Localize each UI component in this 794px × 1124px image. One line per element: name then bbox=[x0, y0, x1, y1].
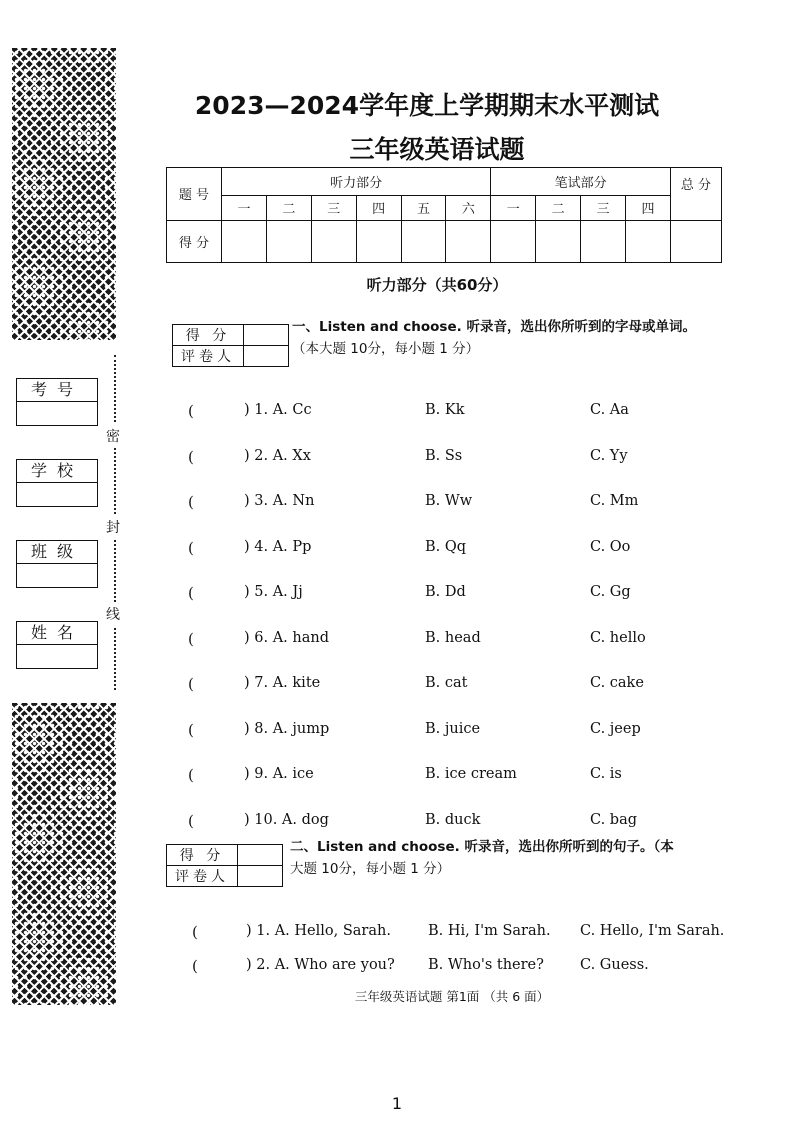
score-label: 得 分 bbox=[173, 325, 244, 346]
grader-label: 评卷人 bbox=[173, 346, 244, 367]
part-number: 三 bbox=[311, 196, 356, 220]
part-number: 一 bbox=[491, 196, 536, 220]
option-b: B. cat bbox=[425, 675, 468, 691]
option-b: B. Hi, I'm Sarah. bbox=[428, 923, 551, 939]
score-value bbox=[244, 325, 289, 346]
field-label: 学校 bbox=[17, 460, 97, 483]
option-b: B. head bbox=[425, 629, 481, 646]
option-c: C. Guess. bbox=[580, 957, 649, 973]
writing-header: 笔试部分 bbox=[491, 168, 671, 196]
answer-paren[interactable]: ( bbox=[188, 584, 194, 602]
grader-box-part1 bbox=[172, 324, 289, 367]
listening-section-title: 听力部分（共60分） bbox=[366, 276, 508, 294]
name-box bbox=[16, 621, 98, 669]
answer-paren[interactable]: ( bbox=[188, 402, 194, 420]
option-a: ) 2. A. Who are you? bbox=[246, 957, 395, 973]
option-b: B. Dd bbox=[425, 584, 466, 600]
part-number: 二 bbox=[266, 196, 311, 220]
field-label: 姓名 bbox=[17, 622, 97, 645]
exam-number-box bbox=[16, 378, 98, 426]
score-cell bbox=[311, 220, 356, 262]
option-a: ) 10. A. dog bbox=[244, 811, 329, 828]
part2-instruction bbox=[290, 836, 750, 880]
answer-paren[interactable]: ( bbox=[188, 493, 194, 511]
seal-char: 封 bbox=[106, 515, 120, 539]
answer-paren[interactable]: ( bbox=[188, 811, 194, 830]
option-a: ) 3. A. Nn bbox=[244, 493, 315, 509]
option-c: C. Gg bbox=[590, 584, 631, 600]
option-b: B. juice bbox=[425, 720, 481, 737]
option-c: C. Aa bbox=[590, 402, 629, 418]
page-number: 1 bbox=[391, 1094, 403, 1113]
option-a: ) 9. A. ice bbox=[244, 766, 314, 782]
option-c: C. Mm bbox=[590, 493, 639, 509]
instruction-line: 大题 10分，每小题 1 分） bbox=[290, 861, 451, 877]
score-table bbox=[166, 167, 722, 263]
answer-paren[interactable]: ( bbox=[192, 923, 198, 941]
option-a: ) 8. A. jump bbox=[244, 720, 330, 737]
option-a: ) 1. A. Hello, Sarah. bbox=[246, 923, 391, 939]
option-b: B. duck bbox=[425, 811, 481, 828]
instruction-line: （本大题 10分，每小题 1 分） bbox=[292, 341, 480, 357]
decorative-pattern-bottom bbox=[12, 703, 116, 1005]
grader-box-part2 bbox=[166, 844, 283, 887]
option-b: B. Kk bbox=[425, 402, 465, 418]
part-number: 六 bbox=[446, 196, 491, 220]
answer-paren[interactable]: ( bbox=[188, 766, 194, 784]
field-label: 班级 bbox=[17, 541, 97, 564]
option-b: B. Who's there? bbox=[428, 957, 544, 973]
listening-header: 听力部分 bbox=[222, 168, 491, 196]
option-c: C. Yy bbox=[590, 447, 628, 464]
answer-paren[interactable]: ( bbox=[192, 957, 198, 975]
part-number: 四 bbox=[356, 196, 401, 220]
score-cell bbox=[536, 220, 581, 262]
instruction-line: 一、Listen and choose. 听录音，选出你所听到的字母或单词。 bbox=[292, 319, 696, 335]
seal-char: 密 bbox=[106, 424, 120, 448]
option-b: B. ice cream bbox=[425, 766, 517, 782]
school-box bbox=[16, 459, 98, 507]
row-label-question: 题 号 bbox=[167, 168, 222, 221]
option-b: B. Qq bbox=[425, 538, 467, 555]
part-number: 二 bbox=[536, 196, 581, 220]
answer-paren[interactable]: ( bbox=[188, 720, 194, 739]
option-c: C. hello bbox=[590, 629, 646, 646]
total-header: 总 分 bbox=[671, 168, 722, 221]
score-cell bbox=[626, 220, 671, 262]
score-cell bbox=[222, 220, 267, 262]
part-number: 一 bbox=[222, 196, 267, 220]
option-a: ) 7. A. kite bbox=[244, 675, 321, 691]
option-c: C. bag bbox=[590, 811, 638, 828]
score-value bbox=[238, 845, 283, 866]
score-cell bbox=[356, 220, 401, 262]
answer-paren[interactable]: ( bbox=[188, 538, 194, 557]
option-a: ) 6. A. hand bbox=[244, 629, 330, 646]
option-b: B. Ss bbox=[425, 447, 463, 464]
score-label: 得 分 bbox=[167, 845, 238, 866]
grader-label: 评卷人 bbox=[167, 866, 238, 887]
option-c: C. Hello, I'm Sarah. bbox=[580, 923, 725, 939]
grader-value bbox=[238, 866, 283, 887]
answer-paren[interactable]: ( bbox=[188, 447, 194, 466]
answer-paren[interactable]: ( bbox=[188, 629, 194, 648]
part1-instruction bbox=[292, 316, 696, 360]
option-c: C. Oo bbox=[590, 538, 631, 555]
field-label: 考号 bbox=[17, 379, 97, 402]
answer-paren[interactable]: ( bbox=[188, 675, 194, 693]
score-cell bbox=[581, 220, 626, 262]
option-b: B. Ww bbox=[425, 493, 473, 509]
part-number: 四 bbox=[626, 196, 671, 220]
part-number: 五 bbox=[401, 196, 446, 220]
instruction-line: 二、Listen and choose. 听录音，选出你所听到的句子。（本 bbox=[290, 839, 674, 855]
class-box bbox=[16, 540, 98, 588]
score-cell bbox=[491, 220, 536, 262]
part-number: 三 bbox=[581, 196, 626, 220]
score-cell bbox=[401, 220, 446, 262]
exam-subtitle: 三年级英语试题 bbox=[349, 135, 525, 164]
seal-char: 线 bbox=[106, 602, 120, 626]
option-a: ) 2. A. Xx bbox=[244, 447, 311, 464]
exam-title: 2023—2024学年度上学期期末水平测试 bbox=[194, 91, 660, 120]
option-a: ) 5. A. Jj bbox=[244, 584, 303, 600]
score-cell bbox=[266, 220, 311, 262]
option-a: ) 4. A. Pp bbox=[244, 538, 312, 555]
option-c: C. jeep bbox=[590, 720, 641, 737]
option-c: C. cake bbox=[590, 675, 644, 691]
option-a: ) 1. A. Cc bbox=[244, 402, 312, 418]
row-label-score: 得 分 bbox=[167, 220, 222, 262]
page-footer: 三年级英语试题 第1面 （共 6 面） bbox=[354, 989, 550, 1004]
option-c: C. is bbox=[590, 766, 622, 782]
total-score-cell bbox=[671, 220, 722, 262]
score-cell bbox=[446, 220, 491, 262]
grader-value bbox=[244, 346, 289, 367]
